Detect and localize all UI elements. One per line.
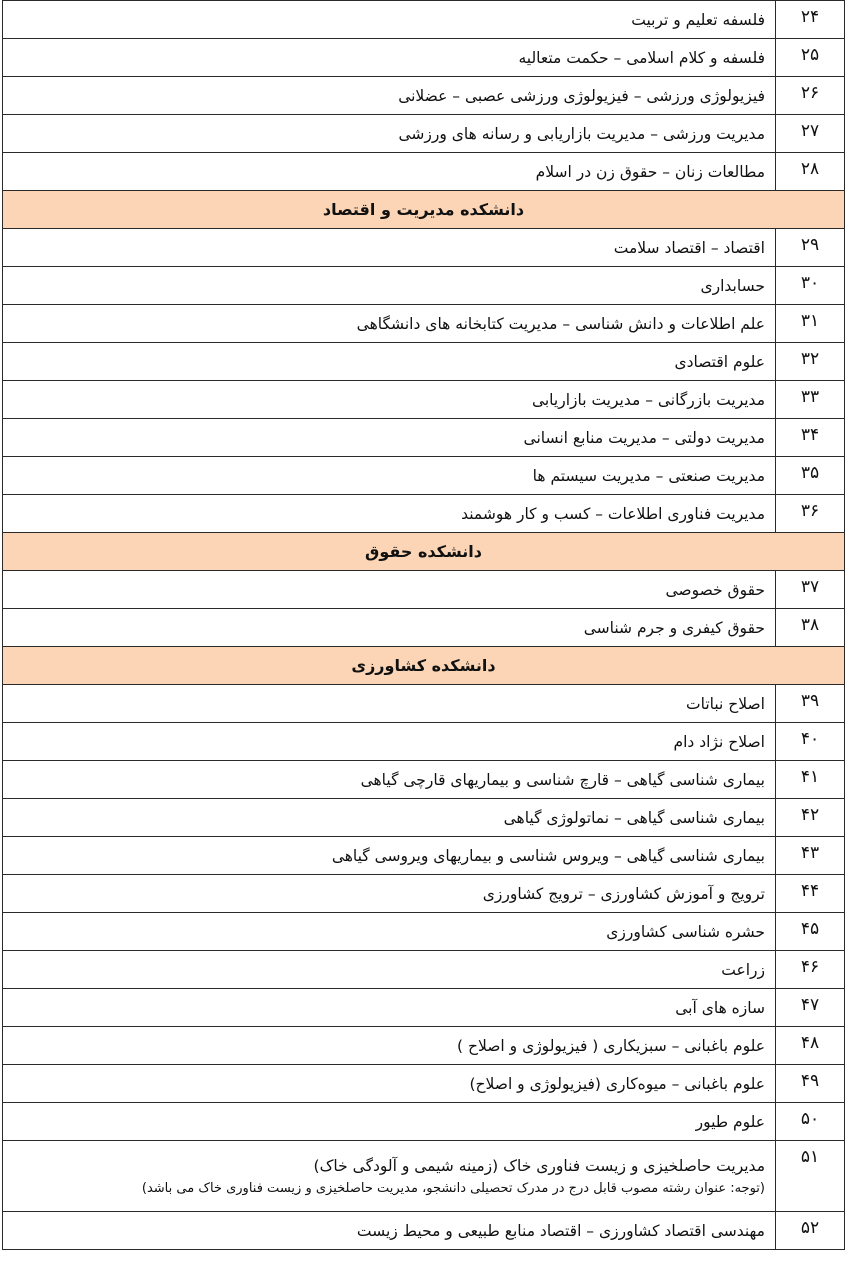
table-row [3, 989, 845, 1027]
major-name: علوم باغبانی – سبزیکاری ( فیزیولوژی و اصلاح ) [3, 1027, 776, 1065]
row-number: ۵۲ [776, 1212, 845, 1250]
row-number: ۴۱ [776, 761, 845, 799]
major-name: مدیریت ورزشی – مدیریت بازاریابی و رسانه های ورزشی [3, 115, 776, 153]
row-number: ۳۳ [776, 381, 845, 419]
majors-table [2, 0, 845, 1250]
table-row [3, 229, 845, 267]
major-name: مدیریت دولتی – مدیریت منابع انسانی [3, 419, 776, 457]
table-row [3, 39, 845, 77]
table-row [3, 685, 845, 723]
major-name: علوم طیور [3, 1103, 776, 1141]
row-number: ۳۱ [776, 305, 845, 343]
major-name: زراعت [3, 951, 776, 989]
row-number: ۴۶ [776, 951, 845, 989]
row-number: ۳۸ [776, 609, 845, 647]
table-row [3, 1027, 845, 1065]
major-name: اصلاح نژاد دام [3, 723, 776, 761]
major-name: علوم اقتصادی [3, 343, 776, 381]
major-name: بیماری شناسی گیاهی – نماتولوژی گیاهی [3, 799, 776, 837]
table-row [3, 875, 845, 913]
major-name-with-note [3, 1141, 776, 1212]
major-name: فلسفه تعلیم و تربیت [3, 1, 776, 39]
major-name: مهندسی اقتصاد کشاورزی – اقتصاد منابع طبیعی و محیط زیست [3, 1212, 776, 1250]
row-number: ۴۴ [776, 875, 845, 913]
table-row [3, 571, 845, 609]
table-row [3, 419, 845, 457]
table-row [3, 267, 845, 305]
table-row [3, 77, 845, 115]
table-row [3, 761, 845, 799]
table-row [3, 115, 845, 153]
major-name: اصلاح نباتات [3, 685, 776, 723]
major-name: فلسفه و کلام اسلامی – حکمت متعالیه [3, 39, 776, 77]
row-number: ۲۴ [776, 1, 845, 39]
table-row [3, 1065, 845, 1103]
row-number: ۳۵ [776, 457, 845, 495]
table-row [3, 343, 845, 381]
section-title: دانشکده حقوق [3, 533, 845, 571]
row-number: ۲۷ [776, 115, 845, 153]
row-number: ۲۶ [776, 77, 845, 115]
table-row [3, 951, 845, 989]
major-name: مدیریت حاصلخیزی و زیست فناوری خاک (زمینه شیمی و آلودگی خاک) [313, 1156, 765, 1175]
major-name: بیماری شناسی گیاهی – ویروس شناسی و بیماریهای ویروسی گیاهی [3, 837, 776, 875]
row-number: ۴۰ [776, 723, 845, 761]
table-row [3, 1103, 845, 1141]
row-number: ۵۰ [776, 1103, 845, 1141]
major-name: حقوق خصوصی [3, 571, 776, 609]
row-number: ۳۰ [776, 267, 845, 305]
major-name: اقتصاد – اقتصاد سلامت [3, 229, 776, 267]
table-row [3, 609, 845, 647]
major-name: مدیریت فناوری اطلاعات – کسب و کار هوشمند [3, 495, 776, 533]
major-name: سازه های آبی [3, 989, 776, 1027]
row-number: ۳۴ [776, 419, 845, 457]
major-note: (توجه: عنوان رشته مصوب قابل درج در مدرک تحصیلی دانشجو، مدیریت حاصلخیزی و زیست فناوری خاک می باشد) [141, 1180, 765, 1196]
row-number: ۴۳ [776, 837, 845, 875]
table-row [3, 495, 845, 533]
row-number: ۴۸ [776, 1027, 845, 1065]
major-name: حشره شناسی کشاورزی [3, 913, 776, 951]
row-number: ۳۷ [776, 571, 845, 609]
row-number: ۴۹ [776, 1065, 845, 1103]
major-name: علوم باغبانی – میوه‌کاری (فیزیولوژی و اصلاح) [3, 1065, 776, 1103]
section-title: دانشکده کشاورزی [3, 647, 845, 685]
row-number: ۴۲ [776, 799, 845, 837]
table-row [3, 837, 845, 875]
table-row [3, 723, 845, 761]
section-header-management [3, 191, 845, 229]
row-number: ۲۵ [776, 39, 845, 77]
major-name: فیزیولوژی ورزشی – فیزیولوژی ورزشی عصبی – عضلانی [3, 77, 776, 115]
table-row [3, 1141, 845, 1212]
section-title: دانشکده مدیریت و اقتصاد [3, 191, 845, 229]
section-header-law [3, 533, 845, 571]
major-name: مطالعات زنان – حقوق زن در اسلام [3, 153, 776, 191]
row-number: ۴۵ [776, 913, 845, 951]
row-number: ۳۹ [776, 685, 845, 723]
table-row [3, 913, 845, 951]
table-row [3, 305, 845, 343]
row-number: ۵۱ [776, 1141, 845, 1212]
row-number: ۴۷ [776, 989, 845, 1027]
table-row [3, 457, 845, 495]
row-number: ۳۲ [776, 343, 845, 381]
major-name: حسابداری [3, 267, 776, 305]
major-name: مدیریت صنعتی – مدیریت سیستم ها [3, 457, 776, 495]
row-number: ۳۶ [776, 495, 845, 533]
table-row [3, 1, 845, 39]
major-name: ترویج و آموزش کشاورزی – ترویج کشاورزی [3, 875, 776, 913]
section-header-agriculture [3, 647, 845, 685]
table-row [3, 1212, 845, 1250]
table-row [3, 799, 845, 837]
major-name: علم اطلاعات و دانش شناسی – مدیریت کتابخانه های دانشگاهی [3, 305, 776, 343]
table-row [3, 153, 845, 191]
major-name: بیماری شناسی گیاهی – قارچ شناسی و بیماریهای قارچی گیاهی [3, 761, 776, 799]
row-number: ۲۹ [776, 229, 845, 267]
major-name: مدیریت بازرگانی – مدیریت بازاریابی [3, 381, 776, 419]
major-name: حقوق کیفری و جرم شناسی [3, 609, 776, 647]
table-row [3, 381, 845, 419]
row-number: ۲۸ [776, 153, 845, 191]
